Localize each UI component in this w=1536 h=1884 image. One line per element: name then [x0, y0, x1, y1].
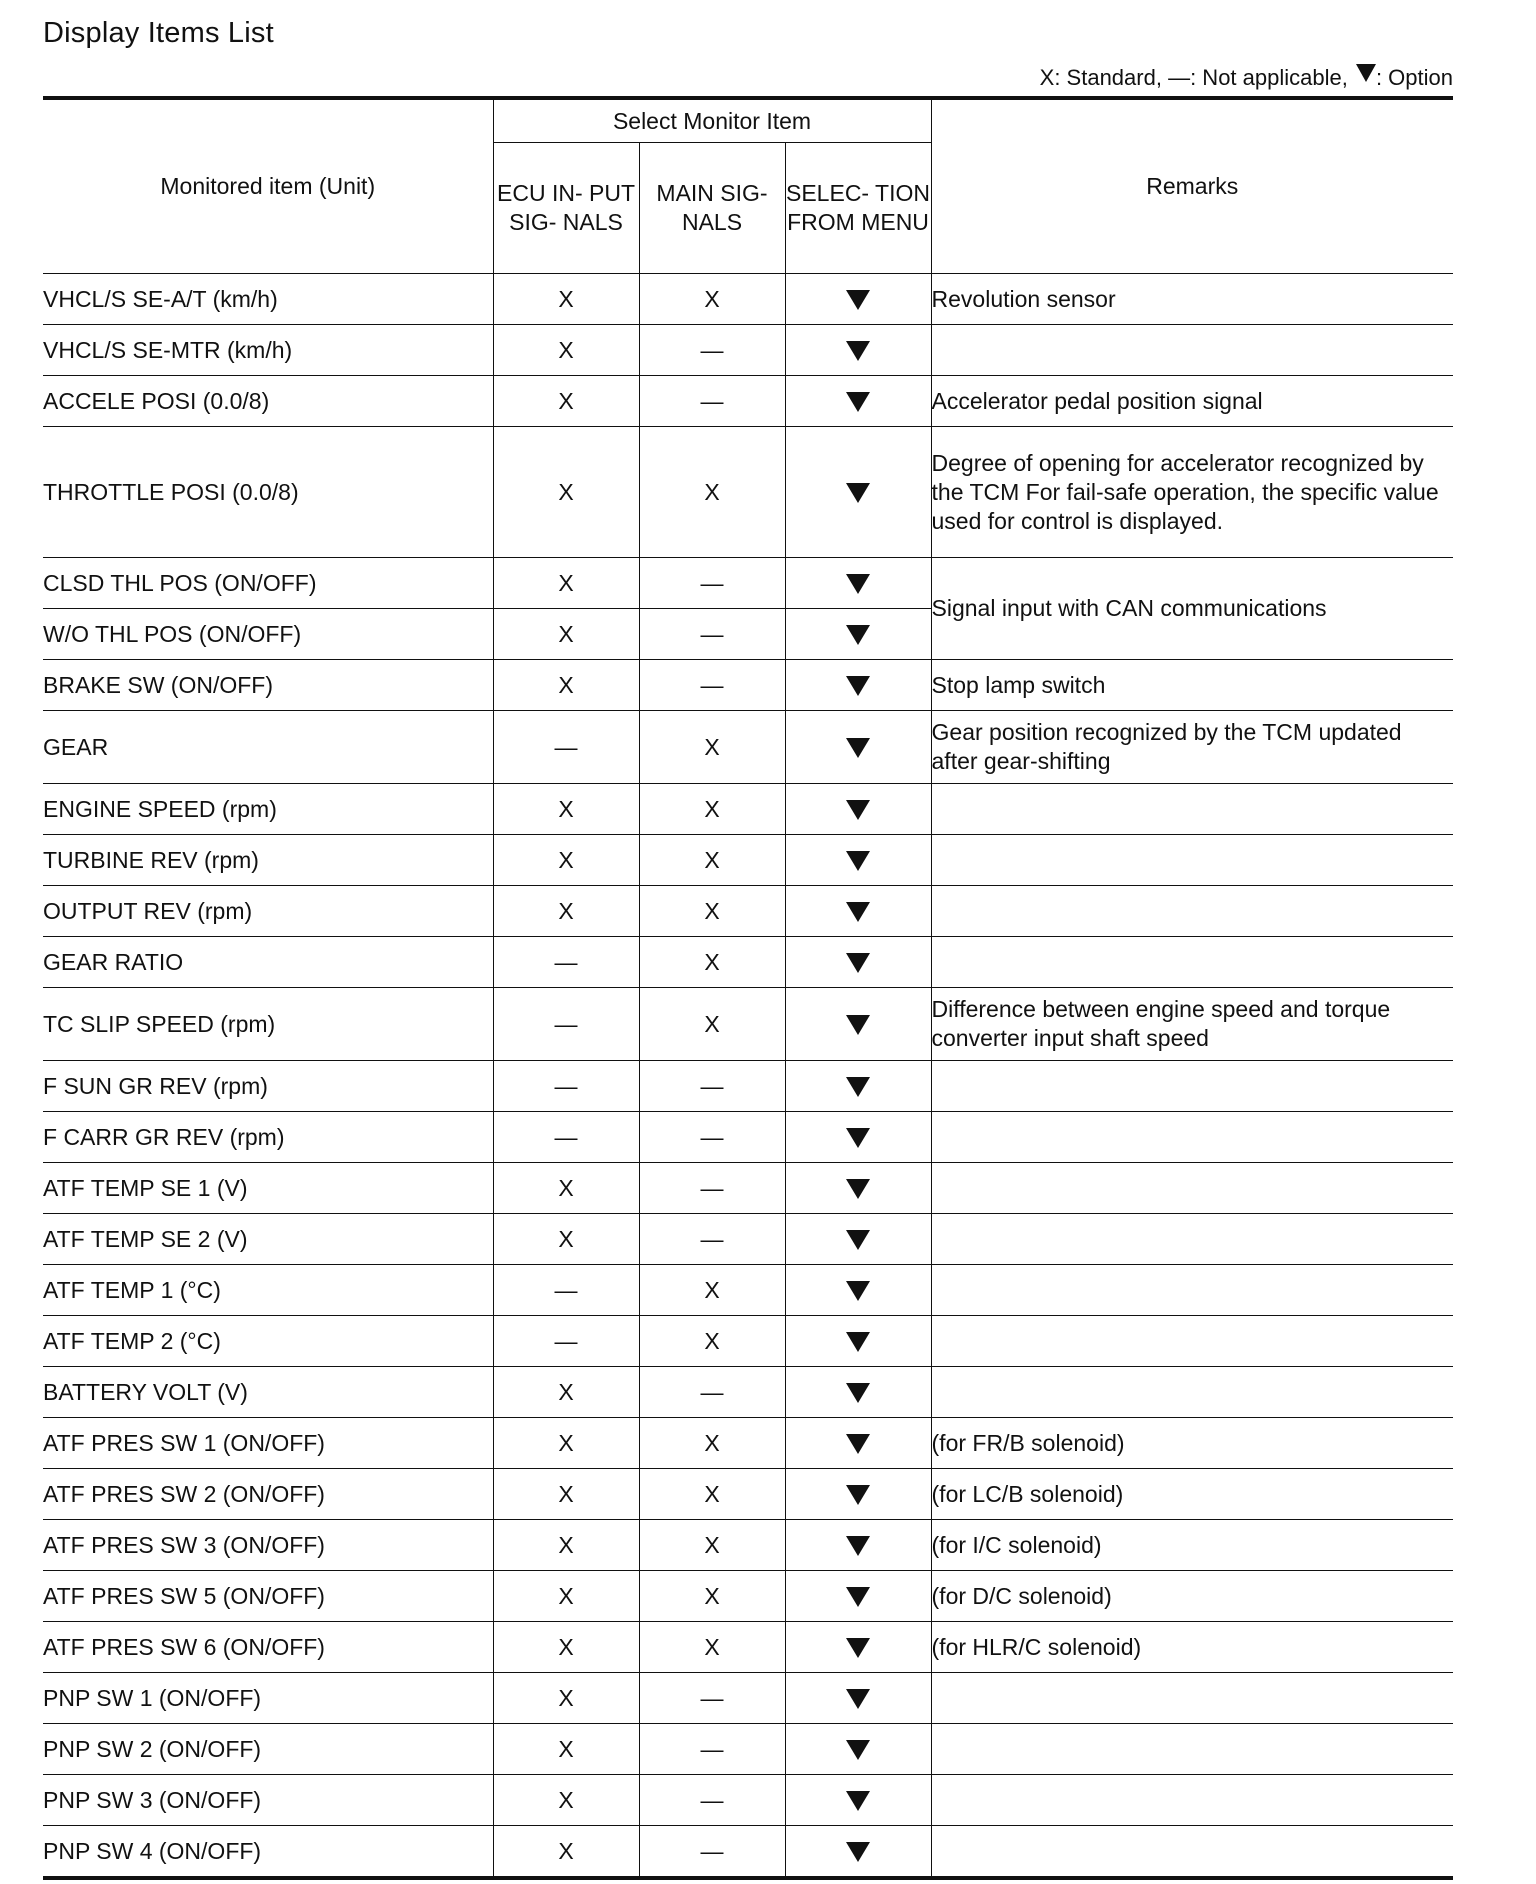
header-selection-from-menu: SELEC- TION FROM MENU: [785, 143, 931, 274]
triangle-down-icon: [846, 1740, 870, 1760]
selection-from-menu-cell: [785, 835, 931, 886]
table-row: [43, 274, 1453, 325]
triangle-down-icon: [846, 1383, 870, 1403]
monitored-item-cell: PNP SW 2 (ON/OFF): [43, 1724, 493, 1775]
ecu-input-signals-cell: X: [493, 427, 639, 558]
triangle-down-icon: [846, 1077, 870, 1097]
remarks-cell: [931, 784, 1453, 835]
legend: [1040, 64, 1453, 91]
ecu-input-signals-cell: X: [493, 1367, 639, 1418]
remarks-cell: [931, 1775, 1453, 1826]
remarks-cell: (for HLR/C solenoid): [931, 1622, 1453, 1673]
main-signals-cell: X: [639, 937, 785, 988]
selection-from-menu-cell: [785, 1061, 931, 1112]
selection-from-menu-cell: [785, 937, 931, 988]
ecu-input-signals-cell: X: [493, 1775, 639, 1826]
monitored-item-cell: CLSD THL POS (ON/OFF): [43, 558, 493, 609]
triangle-down-icon: [846, 1485, 870, 1505]
selection-from-menu-cell: [785, 1214, 931, 1265]
ecu-input-signals-cell: —: [493, 988, 639, 1061]
triangle-down-icon: [846, 953, 870, 973]
remarks-cell: [931, 1316, 1453, 1367]
triangle-down-icon: [846, 1179, 870, 1199]
monitored-item-cell: ATF PRES SW 1 (ON/OFF): [43, 1418, 493, 1469]
triangle-down-icon: [846, 1434, 870, 1454]
table-row: [43, 711, 1453, 784]
header-main-signals: MAIN SIG- NALS: [639, 143, 785, 274]
remarks-cell: Stop lamp switch: [931, 660, 1453, 711]
remarks-cell: Degree of opening for accelerator recognized by the TCM For fail-safe operation, the specific value used for control is displayed.: [931, 427, 1453, 558]
ecu-input-signals-cell: —: [493, 1316, 639, 1367]
triangle-down-icon: [1356, 64, 1376, 82]
monitored-item-cell: THROTTLE POSI (0.0/8): [43, 427, 493, 558]
ecu-input-signals-cell: X: [493, 1724, 639, 1775]
ecu-input-signals-cell: X: [493, 325, 639, 376]
remarks-cell: [931, 1214, 1453, 1265]
main-signals-cell: —: [639, 1061, 785, 1112]
selection-from-menu-cell: [785, 988, 931, 1061]
triangle-down-icon: [846, 1536, 870, 1556]
table-row: [43, 1214, 1453, 1265]
remarks-cell: [931, 1826, 1453, 1879]
monitored-item-cell: ATF PRES SW 3 (ON/OFF): [43, 1520, 493, 1571]
main-signals-cell: X: [639, 1265, 785, 1316]
main-signals-cell: —: [639, 1112, 785, 1163]
main-signals-cell: X: [639, 1418, 785, 1469]
triangle-down-icon: [846, 1842, 870, 1862]
remarks-cell: (for LC/B solenoid): [931, 1469, 1453, 1520]
monitored-item-cell: ATF TEMP 2 (°C): [43, 1316, 493, 1367]
remarks-cell: [931, 1112, 1453, 1163]
table-row: [43, 1520, 1453, 1571]
main-signals-cell: —: [639, 1724, 785, 1775]
main-signals-cell: X: [639, 784, 785, 835]
triangle-down-icon: [846, 902, 870, 922]
ecu-input-signals-cell: X: [493, 1163, 639, 1214]
table-row: [43, 988, 1453, 1061]
main-signals-cell: —: [639, 1214, 785, 1265]
monitored-item-cell: ATF TEMP SE 2 (V): [43, 1214, 493, 1265]
main-signals-cell: X: [639, 711, 785, 784]
remarks-cell: (for I/C solenoid): [931, 1520, 1453, 1571]
selection-from-menu-cell: [785, 558, 931, 609]
table-row: [43, 376, 1453, 427]
main-signals-cell: X: [639, 835, 785, 886]
monitored-item-cell: BATTERY VOLT (V): [43, 1367, 493, 1418]
monitored-item-cell: TURBINE REV (rpm): [43, 835, 493, 886]
selection-from-menu-cell: [785, 886, 931, 937]
selection-from-menu-cell: [785, 1571, 931, 1622]
triangle-down-icon: [846, 738, 870, 758]
ecu-input-signals-cell: —: [493, 1112, 639, 1163]
main-signals-cell: —: [639, 558, 785, 609]
selection-from-menu-cell: [785, 1826, 931, 1879]
triangle-down-icon: [846, 676, 870, 696]
triangle-down-icon: [846, 392, 870, 412]
ecu-input-signals-cell: —: [493, 937, 639, 988]
selection-from-menu-cell: [785, 660, 931, 711]
remarks-cell: (for D/C solenoid): [931, 1571, 1453, 1622]
ecu-input-signals-cell: X: [493, 1418, 639, 1469]
table-row: [43, 1418, 1453, 1469]
selection-from-menu-cell: [785, 1367, 931, 1418]
table-row: [43, 784, 1453, 835]
selection-from-menu-cell: [785, 1265, 931, 1316]
table-row: [43, 1673, 1453, 1724]
triangle-down-icon: [846, 1281, 870, 1301]
main-signals-cell: X: [639, 1622, 785, 1673]
selection-from-menu-cell: [785, 1112, 931, 1163]
ecu-input-signals-cell: X: [493, 558, 639, 609]
table-body: [43, 274, 1453, 1879]
main-signals-cell: —: [639, 325, 785, 376]
remarks-cell: Revolution sensor: [931, 274, 1453, 325]
ecu-input-signals-cell: X: [493, 609, 639, 660]
triangle-down-icon: [846, 1128, 870, 1148]
selection-from-menu-cell: [785, 1418, 931, 1469]
ecu-input-signals-cell: X: [493, 1826, 639, 1879]
selection-from-menu-cell: [785, 274, 931, 325]
header-ecu-input-signals: ECU IN- PUT SIG- NALS: [493, 143, 639, 274]
table-row: [43, 1061, 1453, 1112]
triangle-down-icon: [846, 851, 870, 871]
main-signals-cell: X: [639, 1520, 785, 1571]
table-row: [43, 558, 1453, 609]
monitored-item-cell: F CARR GR REV (rpm): [43, 1112, 493, 1163]
monitored-item-cell: PNP SW 3 (ON/OFF): [43, 1775, 493, 1826]
monitored-item-cell: GEAR: [43, 711, 493, 784]
main-signals-cell: X: [639, 1571, 785, 1622]
triangle-down-icon: [846, 1791, 870, 1811]
ecu-input-signals-cell: X: [493, 660, 639, 711]
ecu-input-signals-cell: X: [493, 376, 639, 427]
selection-from-menu-cell: [785, 1469, 931, 1520]
triangle-down-icon: [846, 1638, 870, 1658]
main-signals-cell: X: [639, 988, 785, 1061]
main-signals-cell: —: [639, 660, 785, 711]
ecu-input-signals-cell: X: [493, 1469, 639, 1520]
main-signals-cell: —: [639, 1826, 785, 1879]
table-row: [43, 835, 1453, 886]
ecu-input-signals-cell: X: [493, 784, 639, 835]
legend-standard: X: Standard,: [1039, 65, 1169, 90]
main-signals-cell: —: [639, 1775, 785, 1826]
selection-from-menu-cell: [785, 1622, 931, 1673]
table-row: [43, 886, 1453, 937]
main-signals-cell: X: [639, 886, 785, 937]
table-row: [43, 427, 1453, 558]
monitored-item-cell: BRAKE SW (ON/OFF): [43, 660, 493, 711]
ecu-input-signals-cell: —: [493, 711, 639, 784]
selection-from-menu-cell: [785, 376, 931, 427]
legend-option: : Option: [1375, 65, 1453, 90]
table-row: [43, 1112, 1453, 1163]
legend-not-applicable: —: Not applicable,: [1168, 65, 1354, 90]
main-signals-cell: —: [639, 1673, 785, 1724]
triangle-down-icon: [846, 290, 870, 310]
ecu-input-signals-cell: X: [493, 835, 639, 886]
table-row: [43, 1724, 1453, 1775]
selection-from-menu-cell: [785, 1520, 931, 1571]
remarks-cell: Accelerator pedal position signal: [931, 376, 1453, 427]
monitored-item-cell: OUTPUT REV (rpm): [43, 886, 493, 937]
table-row: [43, 1316, 1453, 1367]
monitored-item-cell: PNP SW 1 (ON/OFF): [43, 1673, 493, 1724]
monitored-item-cell: GEAR RATIO: [43, 937, 493, 988]
remarks-cell: [931, 1061, 1453, 1112]
main-signals-cell: X: [639, 274, 785, 325]
ecu-input-signals-cell: X: [493, 274, 639, 325]
selection-from-menu-cell: [785, 609, 931, 660]
remarks-cell: (for FR/B solenoid): [931, 1418, 1453, 1469]
triangle-down-icon: [846, 800, 870, 820]
triangle-down-icon: [846, 625, 870, 645]
page-title: Display Items List: [43, 17, 274, 49]
selection-from-menu-cell: [785, 1724, 931, 1775]
table-row: [43, 937, 1453, 988]
main-signals-cell: —: [639, 376, 785, 427]
remarks-cell: [931, 937, 1453, 988]
table-row: [43, 1622, 1453, 1673]
triangle-down-icon: [846, 1332, 870, 1352]
triangle-down-icon: [846, 1587, 870, 1607]
triangle-down-icon: [846, 1230, 870, 1250]
header-remarks: Remarks: [931, 98, 1453, 274]
ecu-input-signals-cell: X: [493, 1571, 639, 1622]
header-monitored-item: Monitored item (Unit): [43, 98, 493, 274]
remarks-cell: [931, 325, 1453, 376]
table-row: [43, 1265, 1453, 1316]
display-items-table: [43, 96, 1453, 1880]
main-signals-cell: —: [639, 1367, 785, 1418]
monitored-item-cell: PNP SW 4 (ON/OFF): [43, 1826, 493, 1879]
table-row: [43, 1571, 1453, 1622]
table-row: [43, 1826, 1453, 1879]
table-row: [43, 660, 1453, 711]
table-row: [43, 1469, 1453, 1520]
triangle-down-icon: [846, 483, 870, 503]
ecu-input-signals-cell: X: [493, 1622, 639, 1673]
monitored-item-cell: ATF PRES SW 5 (ON/OFF): [43, 1571, 493, 1622]
remarks-cell: [931, 1367, 1453, 1418]
ecu-input-signals-cell: X: [493, 1520, 639, 1571]
ecu-input-signals-cell: —: [493, 1061, 639, 1112]
selection-from-menu-cell: [785, 1673, 931, 1724]
monitored-item-cell: VHCL/S SE-A/T (km/h): [43, 274, 493, 325]
monitored-item-cell: W/O THL POS (ON/OFF): [43, 609, 493, 660]
remarks-cell: [931, 1724, 1453, 1775]
selection-from-menu-cell: [785, 325, 931, 376]
triangle-down-icon: [846, 341, 870, 361]
remarks-cell: [931, 1163, 1453, 1214]
monitored-item-cell: ATF TEMP SE 1 (V): [43, 1163, 493, 1214]
remarks-cell: Difference between engine speed and torque converter input shaft speed: [931, 988, 1453, 1061]
selection-from-menu-cell: [785, 1316, 931, 1367]
monitored-item-cell: VHCL/S SE-MTR (km/h): [43, 325, 493, 376]
main-signals-cell: X: [639, 427, 785, 558]
table-row: [43, 1367, 1453, 1418]
monitored-item-cell: ATF PRES SW 2 (ON/OFF): [43, 1469, 493, 1520]
triangle-down-icon: [846, 1689, 870, 1709]
table-row: [43, 325, 1453, 376]
selection-from-menu-cell: [785, 1775, 931, 1826]
main-signals-cell: —: [639, 1163, 785, 1214]
ecu-input-signals-cell: X: [493, 1673, 639, 1724]
monitored-item-cell: TC SLIP SPEED (rpm): [43, 988, 493, 1061]
main-signals-cell: —: [639, 609, 785, 660]
selection-from-menu-cell: [785, 427, 931, 558]
remarks-cell: Gear position recognized by the TCM updated after gear-shifting: [931, 711, 1453, 784]
ecu-input-signals-cell: —: [493, 1265, 639, 1316]
main-signals-cell: X: [639, 1316, 785, 1367]
main-signals-cell: X: [639, 1469, 785, 1520]
ecu-input-signals-cell: X: [493, 1214, 639, 1265]
monitored-item-cell: ATF TEMP 1 (°C): [43, 1265, 493, 1316]
table-row: [43, 1163, 1453, 1214]
ecu-input-signals-cell: X: [493, 886, 639, 937]
triangle-down-icon: [846, 1015, 870, 1035]
table-row: [43, 1775, 1453, 1826]
remarks-cell: [931, 835, 1453, 886]
selection-from-menu-cell: [785, 711, 931, 784]
monitored-item-cell: ATF PRES SW 6 (ON/OFF): [43, 1622, 493, 1673]
remarks-cell: [931, 1673, 1453, 1724]
header-select-monitor-item: Select Monitor Item: [493, 98, 931, 143]
monitored-item-cell: ACCELE POSI (0.0/8): [43, 376, 493, 427]
remarks-cell: Signal input with CAN communications: [931, 558, 1453, 660]
remarks-cell: [931, 886, 1453, 937]
remarks-cell: [931, 1265, 1453, 1316]
monitored-item-cell: F SUN GR REV (rpm): [43, 1061, 493, 1112]
monitored-item-cell: ENGINE SPEED (rpm): [43, 784, 493, 835]
triangle-down-icon: [846, 574, 870, 594]
selection-from-menu-cell: [785, 784, 931, 835]
selection-from-menu-cell: [785, 1163, 931, 1214]
